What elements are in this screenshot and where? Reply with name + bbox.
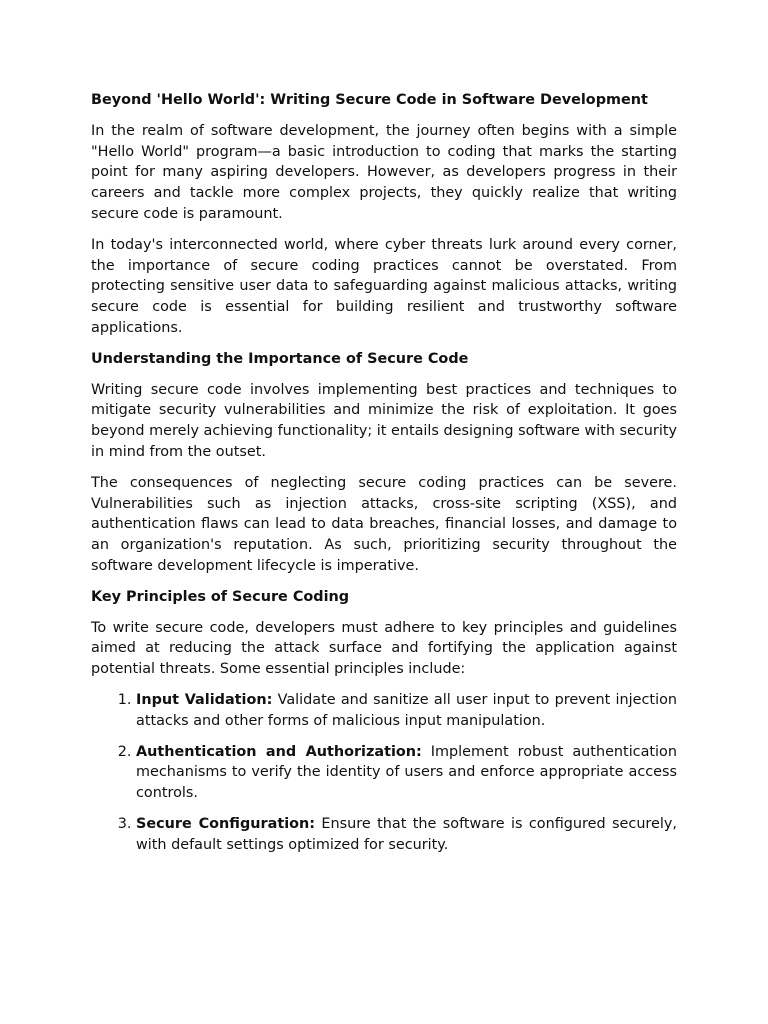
section-paragraph: To write secure code, developers must adhere to key principles and guidelines aimed at reducing the attack surface and fortifying the application against potential threats. Some essential principles include: <box>91 619 677 678</box>
principle-term: Secure Configuration: <box>136 815 316 832</box>
principles-list <box>91 690 677 856</box>
section-paragraph: The consequences of neglecting secure coding practices can be severe. Vulnerabilities such as injection attacks, cross-site scripting (XSS), and authentication flaws can lead to data breaches, financial losses, and damage to an organization's reputation. As such, prioritizing security throughout the software development lifecycle is imperative. <box>91 474 677 574</box>
principle-text: Ensure that the software is configured securely, with default settings optimized for security. <box>136 815 677 853</box>
section-paragraph: Writing secure code involves implementing best practices and techniques to mitigate security vulnerabilities and minimize the risk of exploitation. It goes beyond merely achieving functionality; it entails designing software with security in mind from the outset. <box>91 381 678 460</box>
principle-term: Input Validation: <box>136 691 273 708</box>
list-item <box>136 742 677 804</box>
intro-paragraph: In the realm of software development, the journey often begins with a simple "Hello World" program—a basic introduction to coding that marks the starting point for many aspiring developers. However, as developers progress in their careers and tackle more complex projects, they quickly realize that writing secure code is paramount. <box>91 122 677 222</box>
list-item <box>136 814 677 856</box>
principle-text: Implement robust authentication mechanisms to verify the identity of users and enforce appropriate access controls. <box>136 743 677 802</box>
intro-paragraph: In today's interconnected world, where cyber threats lurk around every corner, the importance of secure coding practices cannot be overstated. From protecting sensitive user data to safeguarding against malicious attacks, writing secure code is essential for building resilient and trustworthy software applications. <box>91 236 677 336</box>
principle-text: Validate and sanitize all user input to prevent injection attacks and other forms of malicious input manipulation. <box>136 691 678 729</box>
principle-term: Authentication and Authorization: <box>136 743 422 760</box>
document-page <box>91 90 677 866</box>
section-heading-principles: Key Principles of Secure Coding <box>91 588 350 605</box>
document-title: Beyond 'Hello World': Writing Secure Code in Software Development <box>91 92 648 108</box>
list-item <box>136 690 677 732</box>
section-heading-importance: Understanding the Importance of Secure Code <box>91 350 469 367</box>
